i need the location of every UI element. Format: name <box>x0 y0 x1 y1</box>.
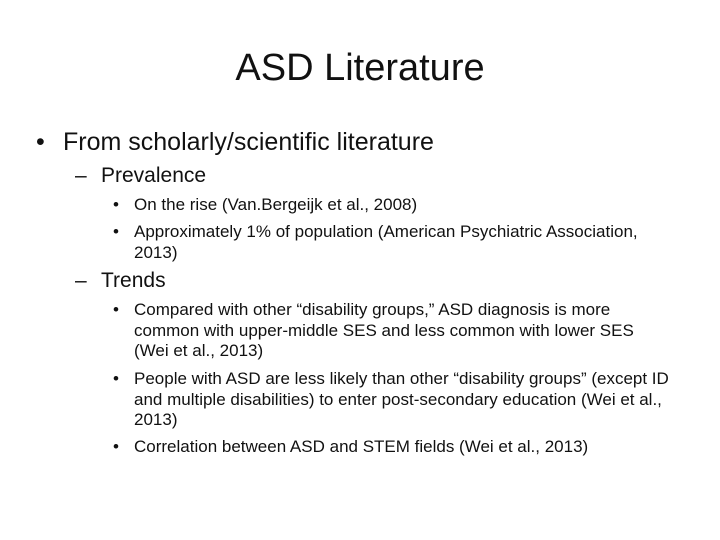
bullet-dot-icon: • <box>36 128 45 156</box>
list-item <box>113 300 673 362</box>
slide-title: ASD Literature <box>235 47 485 89</box>
bullet-dot-icon: • <box>113 300 119 319</box>
bullet-dot-icon: • <box>113 437 119 456</box>
section-heading-trends <box>75 268 675 294</box>
bullet-main-point <box>36 127 676 157</box>
section-heading-text: Prevalence <box>101 164 207 187</box>
section-heading-text: Trends <box>101 269 166 292</box>
list-item-text: Compared with other “disability groups,” ASD diagnosis is more common with upper-middle SES and less common with lower SES (Wei et al., 2013) <box>134 300 634 360</box>
list-item <box>113 222 673 263</box>
list-item-text: Correlation between ASD and STEM fields (Wei et al., 2013) <box>134 437 589 456</box>
list-item <box>113 369 673 431</box>
section-heading-prevalence <box>75 163 675 189</box>
list-item-text: On the rise (Van.Bergeijk et al., 2008) <box>134 195 418 214</box>
list-item-text: Approximately 1% of population (American Psychiatric Association, 2013) <box>134 222 638 262</box>
main-point-text: From scholarly/scientific literature <box>63 128 434 156</box>
bullet-dot-icon: • <box>113 222 119 241</box>
bullet-dot-icon: • <box>113 369 119 388</box>
bullet-dash-icon: – <box>75 164 87 187</box>
list-item <box>113 437 673 458</box>
list-item-text: People with ASD are less likely than other “disability groups” (except ID and multiple disabilities) to enter post-secondary education (Wei et al., 2013) <box>134 369 669 429</box>
list-item <box>113 195 673 216</box>
bullet-dot-icon: • <box>113 195 119 214</box>
bullet-dash-icon: – <box>75 269 87 292</box>
